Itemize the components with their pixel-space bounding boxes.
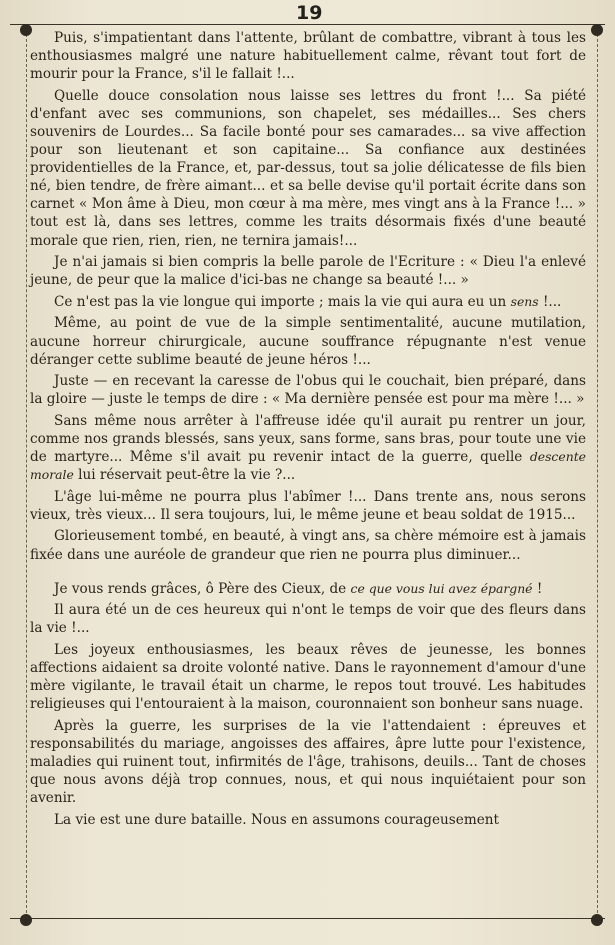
paragraph xyxy=(30,87,586,250)
paragraph xyxy=(30,412,586,484)
paragraph-text: Les joyeux enthousiasmes, les beaux rêves de jeunesse, les bonnes affections aidaient sa droite volonté native. Dans le rayonnement d'amour d'une mère vigilante, le travail était un charme, le repos tout trouvé. Les habitudes religieuses qui l'entouraient à la maison, couronnaient son bonheur sans nuage. xyxy=(30,641,586,713)
paragraph-text: lui réservait peut-être la vie ?... xyxy=(73,467,296,484)
corner-ornament-icon xyxy=(591,914,603,926)
paragraph-text: Je n'ai jamais si bien compris la belle parole de l'Ecriture : « Dieu l'a enlevé jeune, de peur que la malice d'ici-bas ne change sa beauté !... » xyxy=(30,254,586,289)
paragraph xyxy=(30,293,586,311)
paragraph xyxy=(30,717,586,807)
paragraph-text: ! xyxy=(532,580,543,597)
corner-ornament-icon xyxy=(591,24,603,36)
paragraph-text: Je vous rends grâces, ô Père des Cieux, de xyxy=(54,580,351,597)
paragraph-text: Ce n'est pas la vie longue qui importe ; mais la vie qui aura eu un xyxy=(54,293,511,310)
paragraph-text: L'âge lui-même ne pourra plus l'abîmer !... Dans trente ans, nous serons vieux, très vieux... Il sera toujours, lui, le même jeune et beau soldat de 1915... xyxy=(30,488,586,523)
paragraph xyxy=(30,314,586,368)
paragraph-text: Après la guerre, les surprises de la vie l'attendaient : épreuves et responsabilités du mariage, angoisses des affaires, âpre lutte pour l'existence, maladies qui ruinent tout, infirmités de l'âge, trahisons, deuils... Tant de choses que nous avons déjà trop connues, nous, et qui nous inquiétaient pour son avenir. xyxy=(30,717,586,807)
paragraph xyxy=(30,527,586,563)
bottom-rule xyxy=(10,918,605,919)
article-body xyxy=(30,29,586,832)
paragraph-text: Quelle douce consolation nous laisse ses lettres du front !... Sa piété d'enfant avec ses communions, son chapelet, ses médailles... Ses chers souvenirs de Lourdes... Sa facile bonté pour ses camarades... sa vive affection pour son lieutenant et son capitaine... Sa confiance aux destinées providentielles de la France, et, par-dessus, tout sa jolie délicatesse de fils bien né, bien tendre, de frère aimant... et sa belle devise qu'il portait écrite dans son carnet « Mon âme à Dieu, mon cœur à ma mère, mes vingt ans à la France !... » tout est là, dans ses lettres, comme les traits désormais fixés d'une beauté morale que rien, rien, rien, ne ternira jamais!... xyxy=(30,87,586,249)
paragraph-text: La vie est une dure bataille. Nous en assumons courageusement xyxy=(54,811,499,828)
left-border xyxy=(26,24,27,918)
italic-text: ce que vous lui avez épargné xyxy=(350,580,533,596)
paragraph-text: !... xyxy=(538,293,562,310)
paragraph xyxy=(30,811,586,829)
paragraph-text: Juste — en recevant la caresse de l'obus qui le couchait, bien préparé, dans la gloire — juste le temps de dire : « Ma dernière pensée est pour ma mère !... » xyxy=(30,373,586,408)
paragraph-text: Puis, s'impatientant dans l'attente, brûlant de combattre, vibrant à tous les enthousiasmes malgré une nature habituellement calme, rêvant tout fort de mourir pour la France, s'il le fallait !... xyxy=(30,30,586,83)
paragraph xyxy=(30,601,586,637)
italic-text: descente morale xyxy=(30,449,586,483)
paragraph xyxy=(30,29,586,83)
corner-ornament-icon xyxy=(20,914,32,926)
paragraph-text: Sans même nous arrêter à l'affreuse idée qu'il aurait pu rentrer un jour, comme nos grands blessés, sans yeux, sans forme, sans bras, pour toute une vie de martyre... Même s'il avait pu revenir intact de la guerre, quelle xyxy=(30,412,586,466)
paragraph xyxy=(30,641,586,713)
italic-text: sens xyxy=(510,293,539,309)
paragraph-text: Même, au point de vue de la simple sentimentalité, aucune mutilation, aucune horreur chirurgicale, aucune souffrance répugnante n'est venue déranger cette sublime beauté de jeune héros !... xyxy=(30,315,586,368)
paragraph xyxy=(30,488,586,524)
right-border xyxy=(597,24,598,918)
paragraph-text: Il aura été un de ces heureux qui n'ont le temps de voir que des fleurs dans la vie !... xyxy=(30,602,586,637)
page-number: 19 xyxy=(296,2,323,24)
paragraph xyxy=(30,372,586,408)
paragraph xyxy=(30,253,586,289)
paragraph xyxy=(30,580,586,598)
paragraph-text: Glorieusement tombé, en beauté, à vingt ans, sa chère mémoire est à jamais fixée dans une auréole de grandeur que rien ne pourra plus diminuer... xyxy=(30,528,586,563)
top-rule xyxy=(10,24,605,25)
